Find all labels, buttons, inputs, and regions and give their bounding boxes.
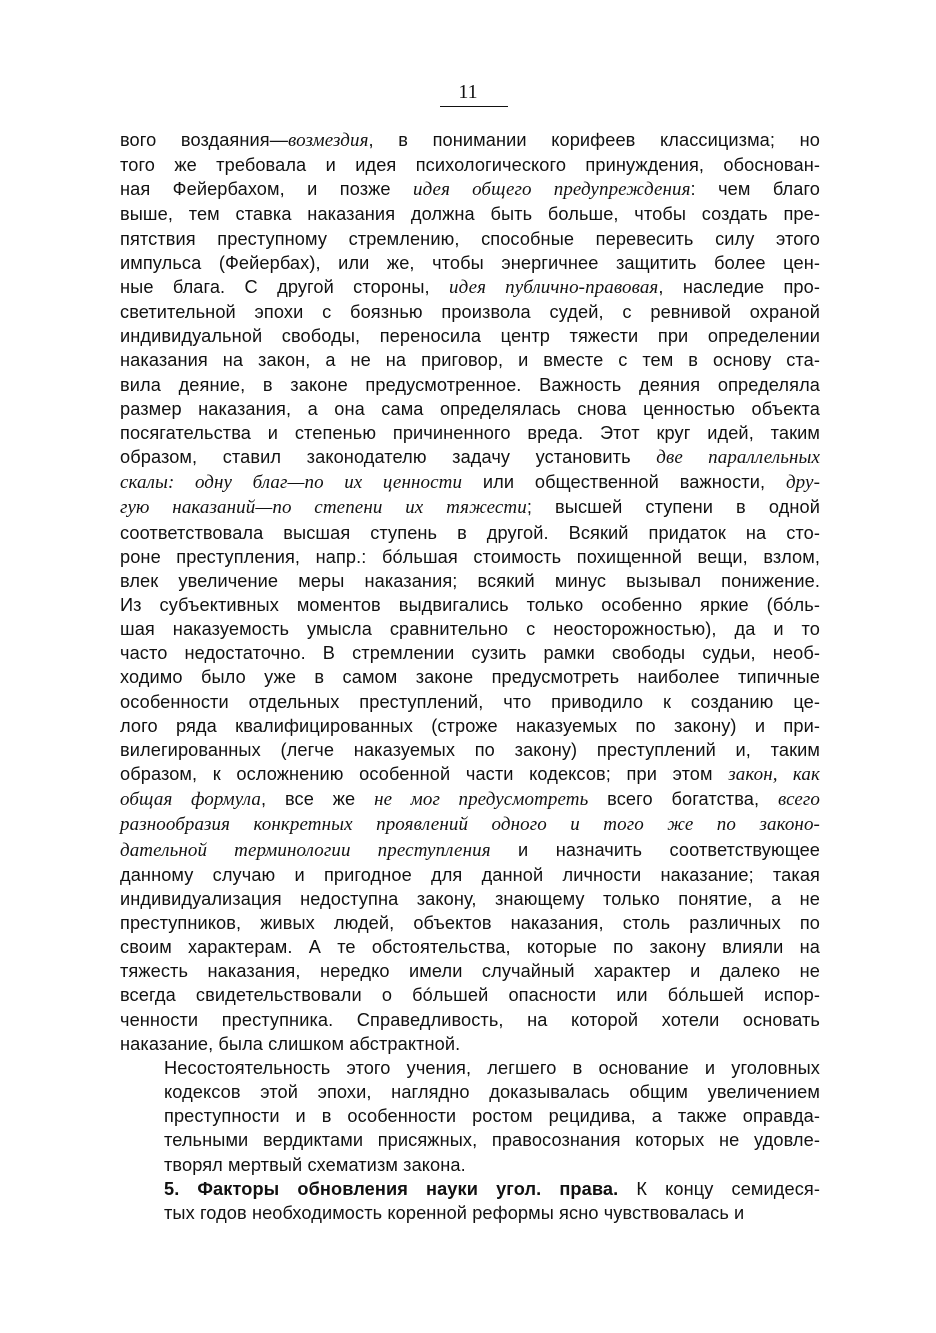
text-run: кодексов этой эпохи, наглядно доказывалась общим увеличением [164, 1082, 820, 1103]
text-run: размер наказания, а она сама определялась снова ценностью объекта [120, 398, 820, 419]
text-line [120, 227, 820, 251]
text-run: , наследие про- [658, 276, 820, 297]
italic-run: дру- [785, 472, 820, 494]
text-line [120, 738, 820, 762]
text-line [120, 959, 820, 983]
text-line [120, 1153, 820, 1177]
text-run: и назначить соответствующее [490, 839, 820, 860]
text-run: тых годов необходимость коренной реформы ясно чувствовалась и [164, 1202, 745, 1223]
text-run: данному случаю и пригодное для данной личности наказание; такая [120, 864, 820, 885]
text-run: индивидуальной свободы, переносила центр тяжести при определении [120, 326, 820, 347]
page-number-rule [440, 106, 508, 107]
text-line [120, 665, 820, 689]
text-line [120, 1201, 820, 1225]
text-line [120, 787, 820, 812]
text-line [120, 935, 820, 959]
text-run: тельными вердиктами присяжных, правосознания которых не удовле- [164, 1130, 820, 1151]
text-run: посягательства и степенью причиненного вреда. Этот круг идей, таким [120, 422, 820, 443]
text-line [120, 887, 820, 911]
italic-run: две параллельных [656, 447, 820, 469]
text-line [120, 128, 820, 153]
text-run: или общественной важности, [462, 472, 786, 493]
text-line [120, 521, 820, 545]
text-line [120, 569, 820, 593]
text-line [120, 617, 820, 641]
text-run: Несостоятельность этого учения, легшего в основание и уголовных [164, 1057, 820, 1078]
italic-run: возмездия [288, 130, 369, 151]
body-text [120, 128, 820, 1225]
text-line [120, 690, 820, 714]
text-line [120, 495, 820, 520]
text-line [120, 397, 820, 421]
text-run: , все же [261, 789, 375, 810]
text-line [120, 1032, 820, 1056]
text-run: Из субъективных моментов выдвигались только особенно яркие (бóль- [120, 594, 820, 615]
text-run: вила деяние, в законе предусмотренное. Важность деяния определяла [120, 374, 820, 395]
text-run: : чем благо [690, 179, 820, 200]
italic-run: не мог предусмотреть [374, 789, 589, 811]
text-run: ная Фейербахом, и позже [120, 179, 414, 200]
text-run: наказание, была слишком абстрактной. [120, 1033, 461, 1054]
text-run: всего богатства, [588, 789, 778, 810]
text-line [120, 1056, 820, 1080]
text-run: преступников, живых людей, объектов наказания, столь различных по [120, 913, 820, 933]
italic-run: скалы: одну благ—по их ценности [120, 472, 463, 494]
text-run: лого ряда квалифицированных (строже наказуемых по закону) и при- [120, 715, 820, 736]
paragraph-1 [120, 128, 820, 1056]
text-run: импульса (Фейербах), или же, чтобы энергичнее защитить более цен- [120, 252, 820, 273]
text-line [120, 863, 820, 887]
text-line [120, 421, 820, 445]
text-line [120, 641, 820, 665]
text-run: ченности преступника. Справедливость, на которой хотели основать [120, 1009, 820, 1030]
italic-run: идея общего предупреждения [413, 179, 691, 201]
text-line [120, 545, 820, 569]
text-line [120, 324, 820, 348]
text-line [120, 373, 820, 397]
italic-run: разнообразия конкретных проявлений одного и того же по законо- [120, 814, 820, 836]
text-run: светительной эпохи с боязнью произвола судей, с ревнивой охраной [120, 302, 820, 323]
paragraph-3 [120, 1177, 820, 1225]
bold-run: 5. Факторы обновления науки угол. права. [164, 1178, 619, 1199]
text-run: выше, тем ставка наказания должна быть больше, чтобы создать пре- [120, 204, 820, 225]
text-line [120, 275, 820, 300]
text-line [120, 177, 820, 202]
italic-run: закон, как [728, 764, 820, 786]
text-line [120, 300, 820, 324]
italic-run: общая формула [120, 789, 262, 811]
text-run: тяжесть наказания, нередко имели случайный характер и далеко не [120, 961, 820, 982]
italic-run: всего [777, 789, 820, 811]
text-run: индивидуализация недоступна закону, знающему только понятие, а не [120, 888, 820, 909]
text-run: часто недостаточно. В стремлении сузить рамки свободы судьи, необ- [120, 643, 820, 664]
text-line [120, 714, 820, 738]
text-line [120, 202, 820, 226]
text-line [120, 983, 820, 1007]
text-line [120, 593, 820, 617]
paragraph-2 [120, 1056, 820, 1177]
text-line [120, 470, 820, 495]
text-line [120, 838, 820, 863]
text-line [120, 762, 820, 787]
text-run: своим характерам. А те обстоятельства, которые по закону влияли на [120, 937, 820, 958]
page-number: 11 [458, 81, 478, 103]
text-line [120, 1008, 820, 1032]
text-run: ; высшей ступени в одной [526, 497, 820, 518]
text-run: особенности отдельных преступлений, что приводило к созданию це- [120, 691, 820, 712]
text-run: ные блага. С другой стороны, [120, 276, 450, 297]
text-run: преступности и в особенности ростом рецидива, а также оправда- [164, 1106, 820, 1127]
text-run: образом, ставил законодателю задачу установить [120, 447, 657, 468]
text-run: творял мертвый схематизм закона. [164, 1154, 466, 1175]
text-run: влек увеличение меры наказания; всякий минус вызывал понижение. [120, 570, 820, 591]
italic-run: идея публично-правовая [449, 276, 659, 298]
text-line [120, 812, 820, 837]
text-run: вого воздаяния— [120, 130, 289, 150]
text-line [120, 1080, 820, 1104]
text-line [120, 911, 820, 935]
text-run: образом, к осложнению особенной части кодексов; при этом [120, 764, 729, 785]
text-run: , в понимании корифеев классицизма; но [368, 130, 820, 150]
text-run: вилегированных (легче наказуемых по закону) преступлений и, таким [120, 739, 820, 760]
text-line [120, 251, 820, 275]
text-line [120, 1177, 820, 1201]
text-run: ходимо было уже в самом законе предусмотреть наиболее типичные [120, 667, 820, 688]
text-run: пятствия преступному стремлению, способные перевесить силу этого [120, 228, 820, 249]
text-run: соответствовала высшая ступень в другой. Всякий придаток на сто- [120, 522, 820, 543]
text-run: того же требовала и идея психологического принуждения, обоснован- [120, 155, 820, 176]
text-line [120, 348, 820, 372]
text-run: К концу семидеся- [618, 1178, 821, 1199]
text-line [120, 445, 820, 470]
italic-run: гую наказаний—по степени их тяжести [120, 497, 527, 519]
text-run: всегда свидетельствовали о бóльшей опасности или бóльшей испор- [120, 985, 820, 1006]
text-line [120, 153, 820, 177]
text-line [120, 1128, 820, 1152]
text-run: шая наказуемость умысла сравнительно с неосторожностью), да и то [120, 619, 820, 640]
text-run: роне преступления, напр.: бóльшая стоимость похищенной вещи, взлом, [120, 546, 820, 567]
text-line [120, 1104, 820, 1128]
italic-run: дательной терминологии преступления [120, 839, 491, 861]
text-run: наказания на закон, а не на приговор, и вместе с тем в основу ста- [120, 350, 820, 371]
